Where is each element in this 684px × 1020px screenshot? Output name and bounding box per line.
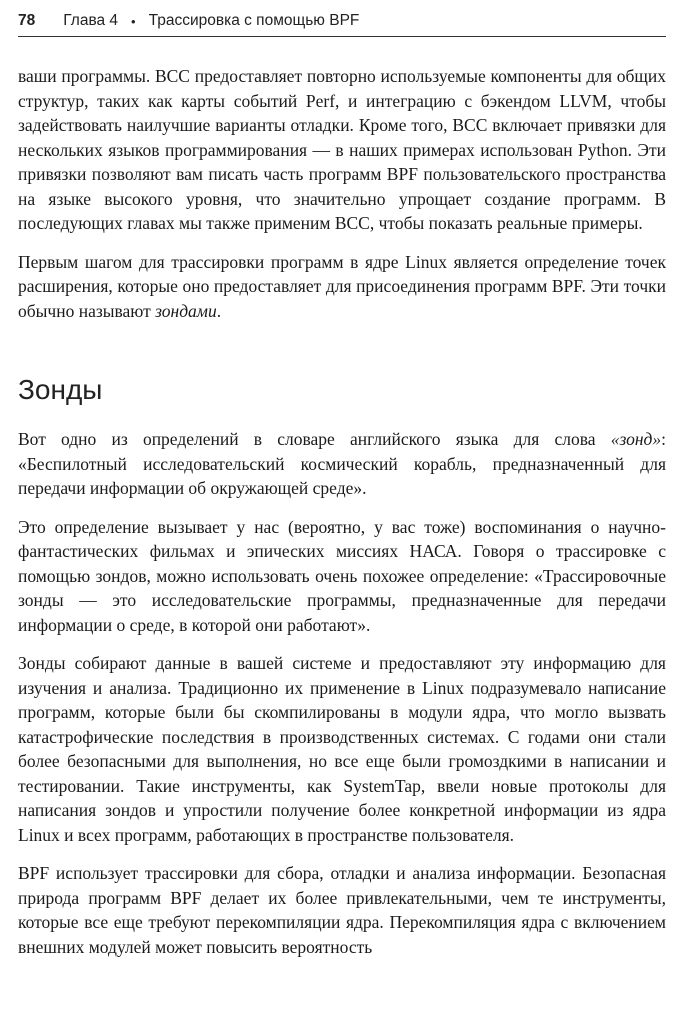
paragraph-2-text: Первым шагом для трассировки программ в ядре Linux является определение точек расширения, которые оно предоставляет для присоединения программ BPF. Эти точки обычно называют xyxy=(18,251,666,321)
page-number: 78 xyxy=(18,12,36,29)
paragraph-6: BPF использует трассировки для сбора, отладки и анализа информации. Безопасная природа программ BPF делает их более привлекательными, чем те инструменты, которые все еще требуют перекомпиляции ядра. Перекомпиляция ядра с включением внешних модулей может повысить вероятность xyxy=(18,863,666,957)
paragraph-3-text: Вот одно из определений в словаре английского языка для слова xyxy=(18,429,611,449)
running-header xyxy=(18,8,666,34)
paragraph-3-end: : «Беспилотный исследовательский космический корабль, предназначенный для передачи информации об окружающей среде». xyxy=(18,429,666,498)
paragraph-4: Это определение вызывает у нас (вероятно, у вас тоже) воспоминания о научно-фантастических фильмах и эпических миссиях НАСА. Говоря о трассировке с помощью зондов, можно использовать очень похожее определение: «Трассировочные зонды — это исследовательские программы, предназначенные для передачи информации о среде, в которой они работают». xyxy=(18,516,666,635)
header-bullet: • xyxy=(131,13,136,29)
paragraph-1: ваши программы. BCC предоставляет повторно используемые компоненты для общих структур, таких как карты событий Perf, и интеграцию с бэкендом LLVM, чтобы задействовать наилучшие варианты отладки. Кроме того, BCC включает привязки для нескольких языков программирования — в наших примерах использован Python. Эти привязки позволяют вам писать часть программ BPF пользовательского пространства на языке высокого уровня, что значительно упрощает создание программ. В последующих главах мы также применим BCC, чтобы показать реальные примеры. xyxy=(18,66,666,233)
paragraph-2 xyxy=(18,250,666,324)
term-zondami: зондами xyxy=(155,300,217,321)
section-heading: Зонды xyxy=(18,374,103,405)
paragraph-5: Зонды собирают данные в вашей системе и предоставляют эту информацию для изучения и анализа. Традиционно их применение в Linux подразумевало написание программ, которые были бы скомпилированы в модули ядра, что могло вызвать катастрофические последствия в производственных системах. С годами они стали более безопасными для выполнения, но все еще были громоздкими в написании и тестировании. Такие инструменты, как SystemTap, ввели новые протоколы для написания зондов и упростили получение более конкретной информации из ядра Linux и всех программ, работающих в пространстве пользователя. xyxy=(18,653,666,845)
chapter-title: Трассировка с помощью BPF xyxy=(148,12,360,29)
chapter-label: Глава 4 xyxy=(63,12,119,29)
body-text xyxy=(18,64,666,959)
header-rule xyxy=(18,36,666,37)
paragraph-3 xyxy=(18,427,666,501)
paragraph-2-end: . xyxy=(216,300,222,321)
term-zond: «зонд» xyxy=(610,429,662,449)
